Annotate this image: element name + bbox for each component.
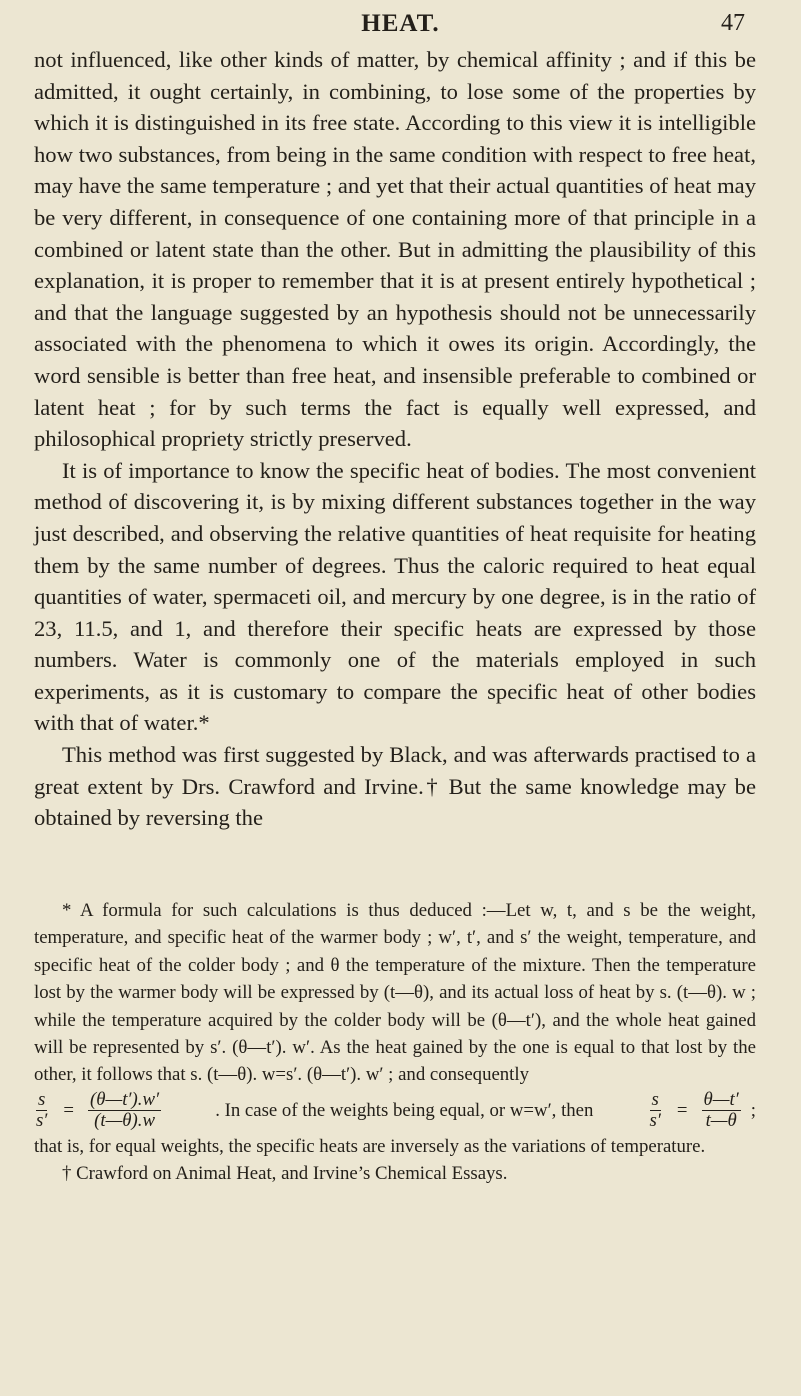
equals-sign: =	[63, 1100, 75, 1122]
equals-sign: =	[676, 1100, 688, 1122]
paragraph: This method was first suggested by Black, and was afterwards practised to a great extent by Drs. Crawford and Irvine.† But the same knowledge may be obtained by reversing the	[34, 742, 756, 831]
formula-line	[34, 1089, 756, 1133]
paragraph: not influenced, like other kinds of matter, by chemical affinity ; and if this be admitted, it ought certainly, in combining, to lose some of the properties by which it is distinguished in its free state. According to this view it is intelligible how two substances, from being in the same condition with respect to free heat, may have the same temperature ; and yet that their actual quantities of heat may be very different, in consequence of one containing more of that principle in a combined or latent state than the other. But in admitting the plausibility of this explanation, it is proper to remember that it is at present entirely hypothetical ; and that the language suggested by an hypothesis should not be unnecessarily associated with the phenomena to which it owes its origin. Accordingly, the word sensible is better than free heat, and insensible preferable to combined or latent heat ; for by such terms the fact is equally well expressed, and philosophical propriety strictly preserved.	[34, 47, 756, 452]
page-header	[0, 6, 801, 42]
semicolon: ;	[750, 1100, 756, 1122]
footnotes	[34, 897, 756, 1188]
formula-connective-text: . In case of the weights being equal, or w=w′, then	[215, 1100, 594, 1122]
fraction-heat-ratio: $\frac{(\theta—t').w'}{(t—\theta).w}$	[90, 1089, 160, 1132]
fraction-s-over-s-prime-equal: $\frac{s}{s'}$	[649, 1089, 661, 1132]
fraction-temperature-ratio: $\frac{\theta—t'}{t—\theta}$	[703, 1089, 739, 1132]
footnote-formula-derivation: * A formula for such calculations is thus deduced :—Let w, t, and s be the weight, temperature, and specific heat of the warmer body ; w′, t′, and s′ the weight, temperature, and specific heat of the colder body ; and θ the temperature of the mixture. Then the temperature lost by the warmer body will be expressed by (t—θ), and its actual loss of heat by s. (t—θ). w ; while the temperature acquired by the colder body will be (θ—t′), and the whole heat gained will be represented by s′. (θ—t′). w′. As the heat gained by the one is equal to that lost by the other, it follows that s. (t—θ). w=s′. (θ—t′). w′ ; and consequently	[34, 900, 756, 1086]
paragraph: It is of importance to know the specific heat of bodies. The most convenient method of discovering it, is by mixing different substances together in the way just described, and observing the relative quantities of heat requisite for heating them by the same number of degrees. Thus the caloric required to heat equal quantities of water, spermaceti oil, and mercury by one degree, is in the ratio of 23, 11.5, and 1, and therefore their specific heats are expressed by those numbers. Water is commonly one of the materials employed in such experiments, as it is customary to compare the specific heat of other bodies with that of water.*	[34, 457, 756, 736]
fraction-s-over-s-prime: $\frac{s}{s'}$	[36, 1089, 48, 1132]
footnote-reference: † Crawford on Animal Heat, and Irvine’s Chemical Essays.	[62, 1163, 508, 1185]
page-number: 47	[721, 10, 745, 36]
footnote-conclusion: that is, for equal weights, the specific heats are inversely as the variations of temperature.	[34, 1135, 706, 1157]
running-head: HEAT.	[361, 10, 440, 37]
body-text	[34, 44, 756, 834]
